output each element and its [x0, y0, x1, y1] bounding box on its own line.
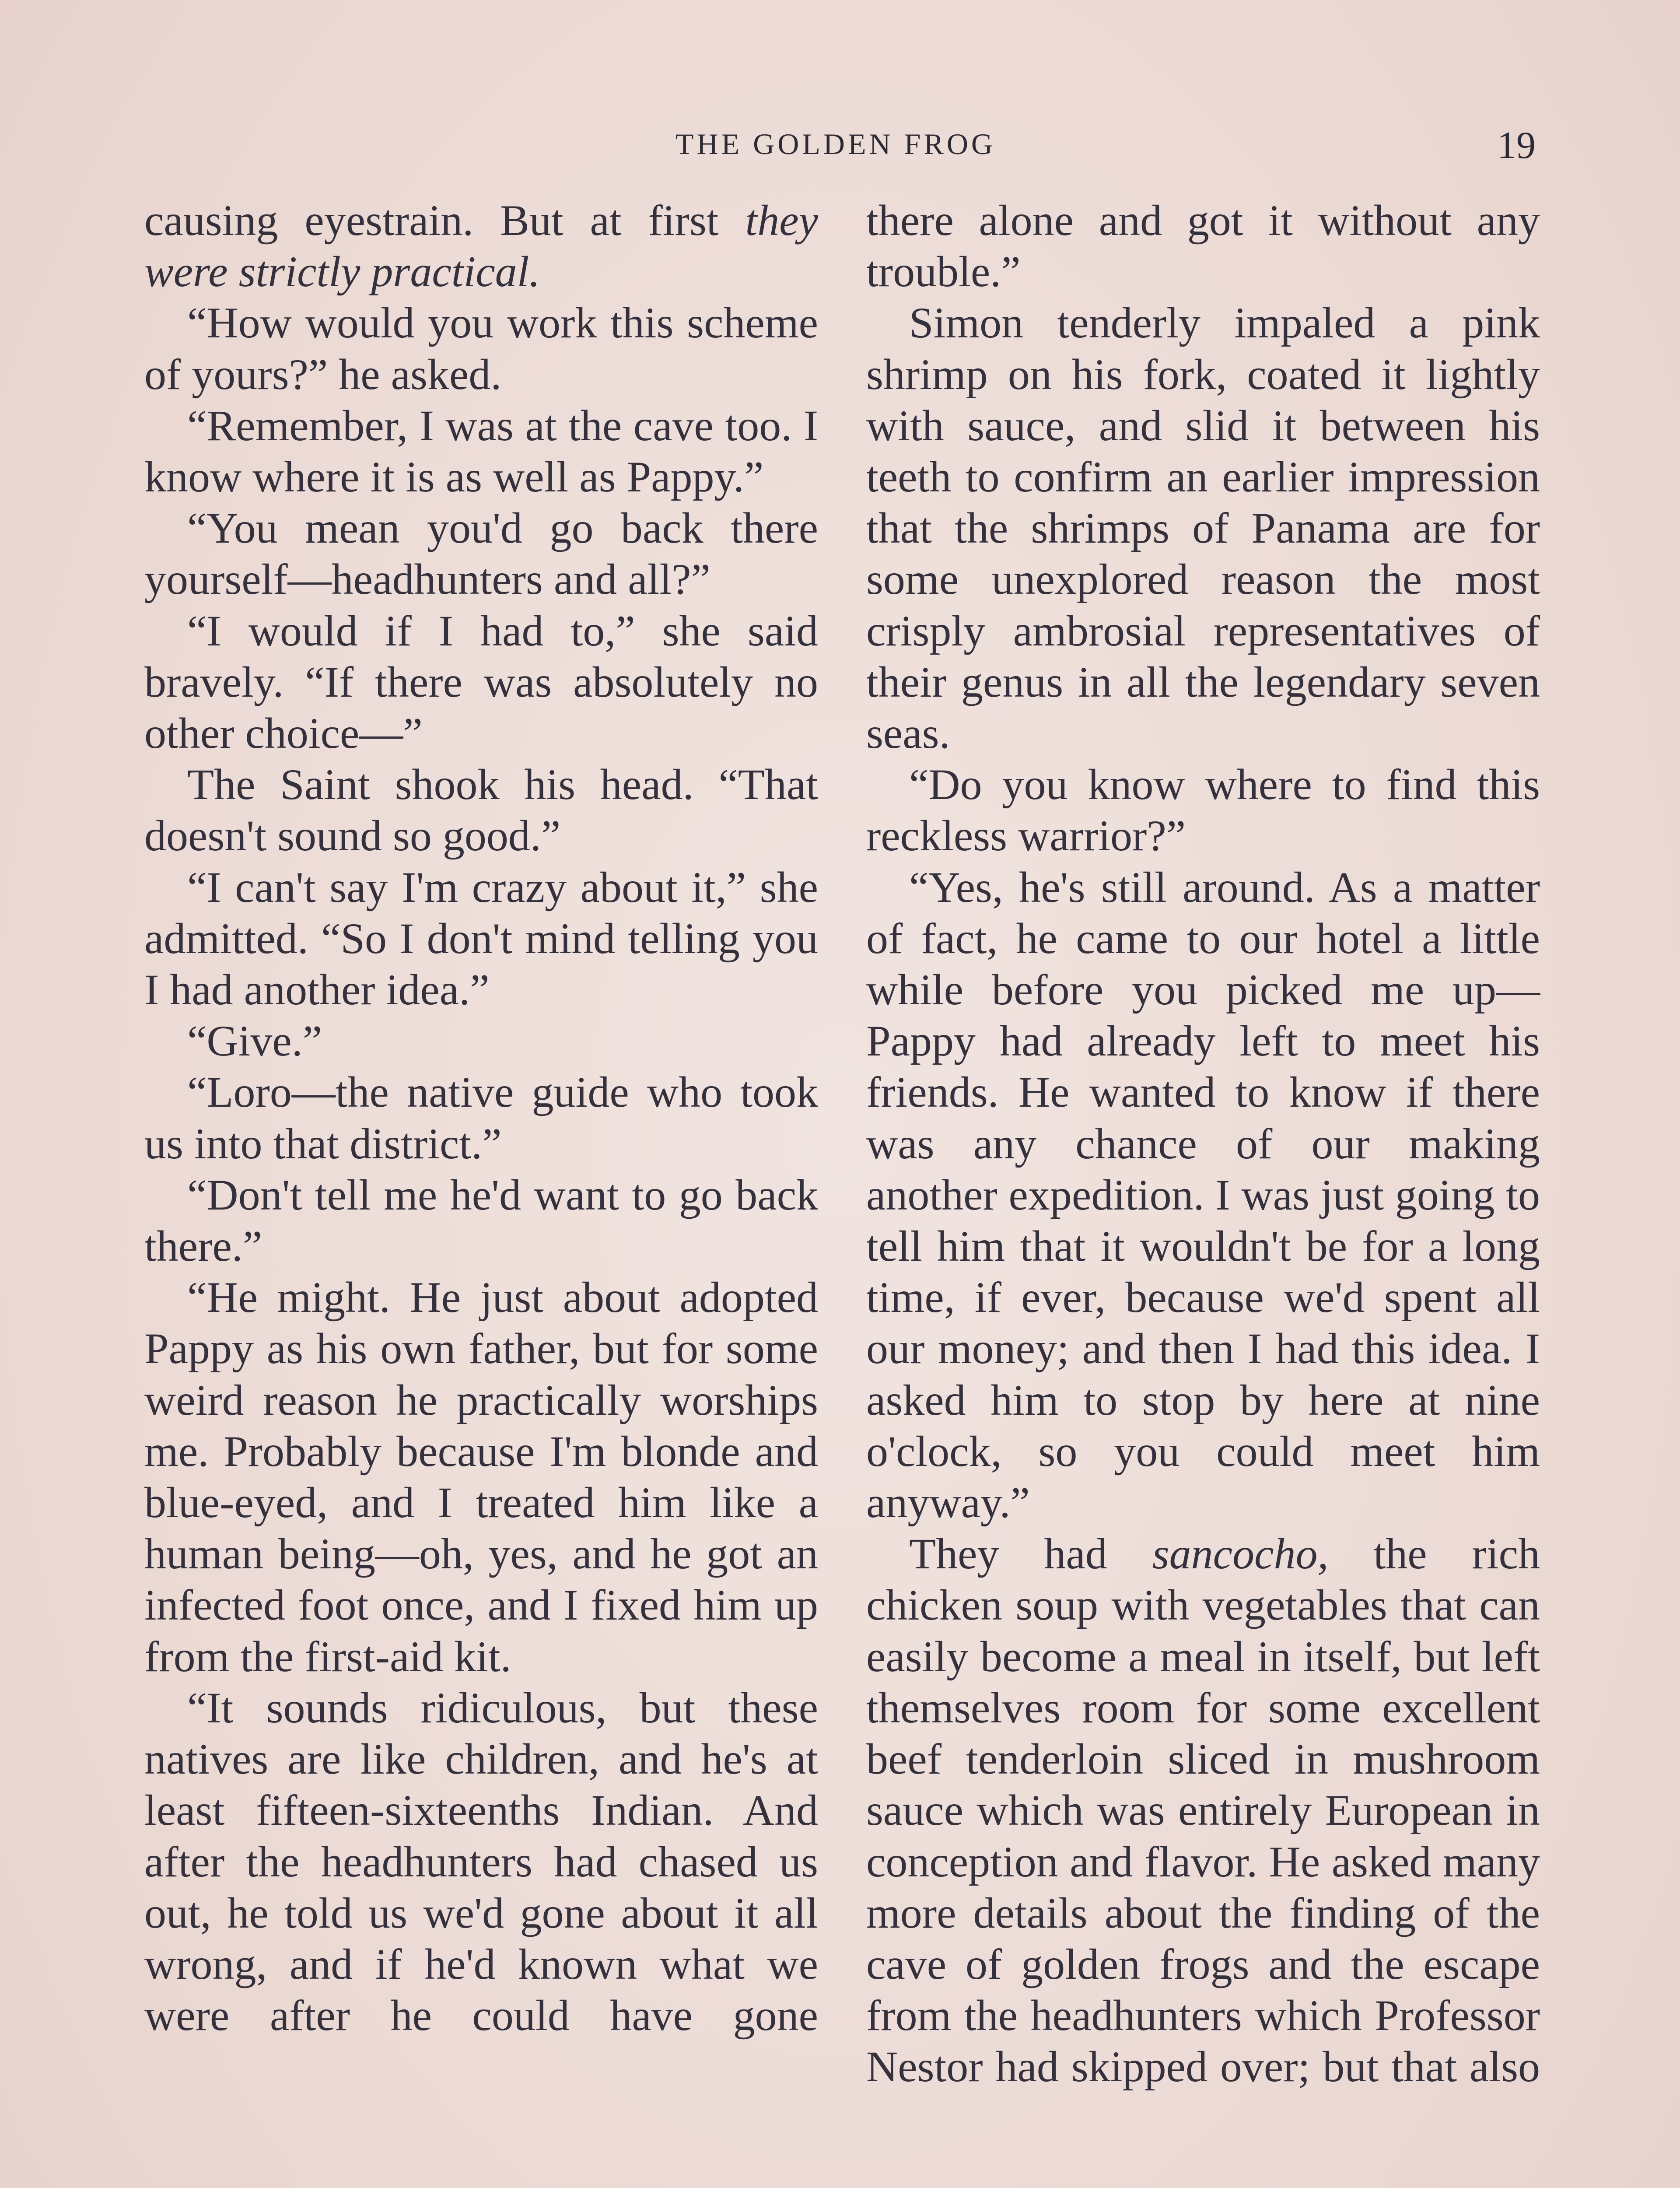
paragraph: “Remember, I was at the cave too. I know where it is as well as Pappy.”: [144, 401, 818, 501]
italic-text: sancocho,: [1152, 1529, 1329, 1578]
paragraph: “You mean you'd go back there yourself—headhunters and all?”: [144, 504, 818, 604]
paragraph: “I can't say I'm crazy about it,” she admitted. “So I don't mind telling you I had another idea.”: [144, 863, 818, 1014]
paragraph: “Don't tell me he'd want to go back there.”: [144, 1170, 818, 1271]
paragraph: “Give.”: [187, 1017, 322, 1066]
paragraph: “I would if I had to,” she said bravely. “If there was absolutely no other choice—”: [144, 606, 818, 758]
right-text-column: [866, 195, 1540, 2093]
paragraph-text: the rich chicken soup with vegetables that can easily become a meal in itself, but left themselves room for some excellent beef tenderloin sliced in mushroom sauce which was entirely European in conception and flavor. He asked many more details about the finding of the cave of golden frogs and the escape from the headhunters which Professor Nestor had skipped over; but that also: [866, 1529, 1540, 2091]
paragraph: [144, 195, 818, 297]
paragraph: [866, 1528, 1540, 2092]
paragraph: The Saint shook his head. “That doesn't sound so good.”: [144, 760, 818, 860]
paragraph: “Do you know where to find this reckless warrior?”: [866, 760, 1540, 860]
paragraph: there alone and got it without any trouble.”: [866, 196, 1540, 296]
paragraph: “Yes, he's still around. As a matter of fact, he came to our hotel a little while before you picked me up—Pappy had already left to meet his friends. He wanted to know if there was any chance of our making another expedition. I was just going to tell him that it wouldn't be for a long time, if ever, because we'd spent all our money; and then I had this idea. I asked him to stop by here at nine o'clock, so you could meet him anyway.”: [866, 863, 1540, 1527]
paragraph: “How would you work this scheme of yours?” he asked.: [144, 298, 818, 399]
paragraph: Simon tenderly impaled a pink shrimp on his fork, coated it lightly with sauce, and slid it between his teeth to confirm an earlier impression that the shrimps of Panama are for some unexplored reason the most crisply ambrosial representatives of their genus in all the legendary seven seas.: [866, 298, 1540, 758]
paragraph-text: They had: [909, 1529, 1152, 1578]
paragraph: “Loro—the native guide who took us into that district.”: [144, 1068, 818, 1168]
italic-text: they were strictly practical.: [144, 196, 818, 296]
page-number: 19: [1497, 124, 1536, 167]
paragraph-text: causing eyestrain. But at first: [144, 196, 746, 245]
running-title: THE GOLDEN FROG: [675, 127, 996, 161]
paragraph: “He might. He just about adopted Pappy as his own father, but for some weird reason he practically worships me. Probably because I'm blonde and blue-eyed, and I treated him like a human being—oh, yes, and he got an infected foot once, and I fixed him up from the first-aid kit.: [144, 1273, 818, 1681]
paragraph: “It sounds ridiculous, but these natives are like children, and he's at least fifteen-sixteenths Indian. And after the headhunters had chased us out, he told us we'd gone about it all wrong, and if he'd known what we were after he could have gone: [144, 1683, 818, 2040]
left-text-column: [144, 195, 818, 2041]
